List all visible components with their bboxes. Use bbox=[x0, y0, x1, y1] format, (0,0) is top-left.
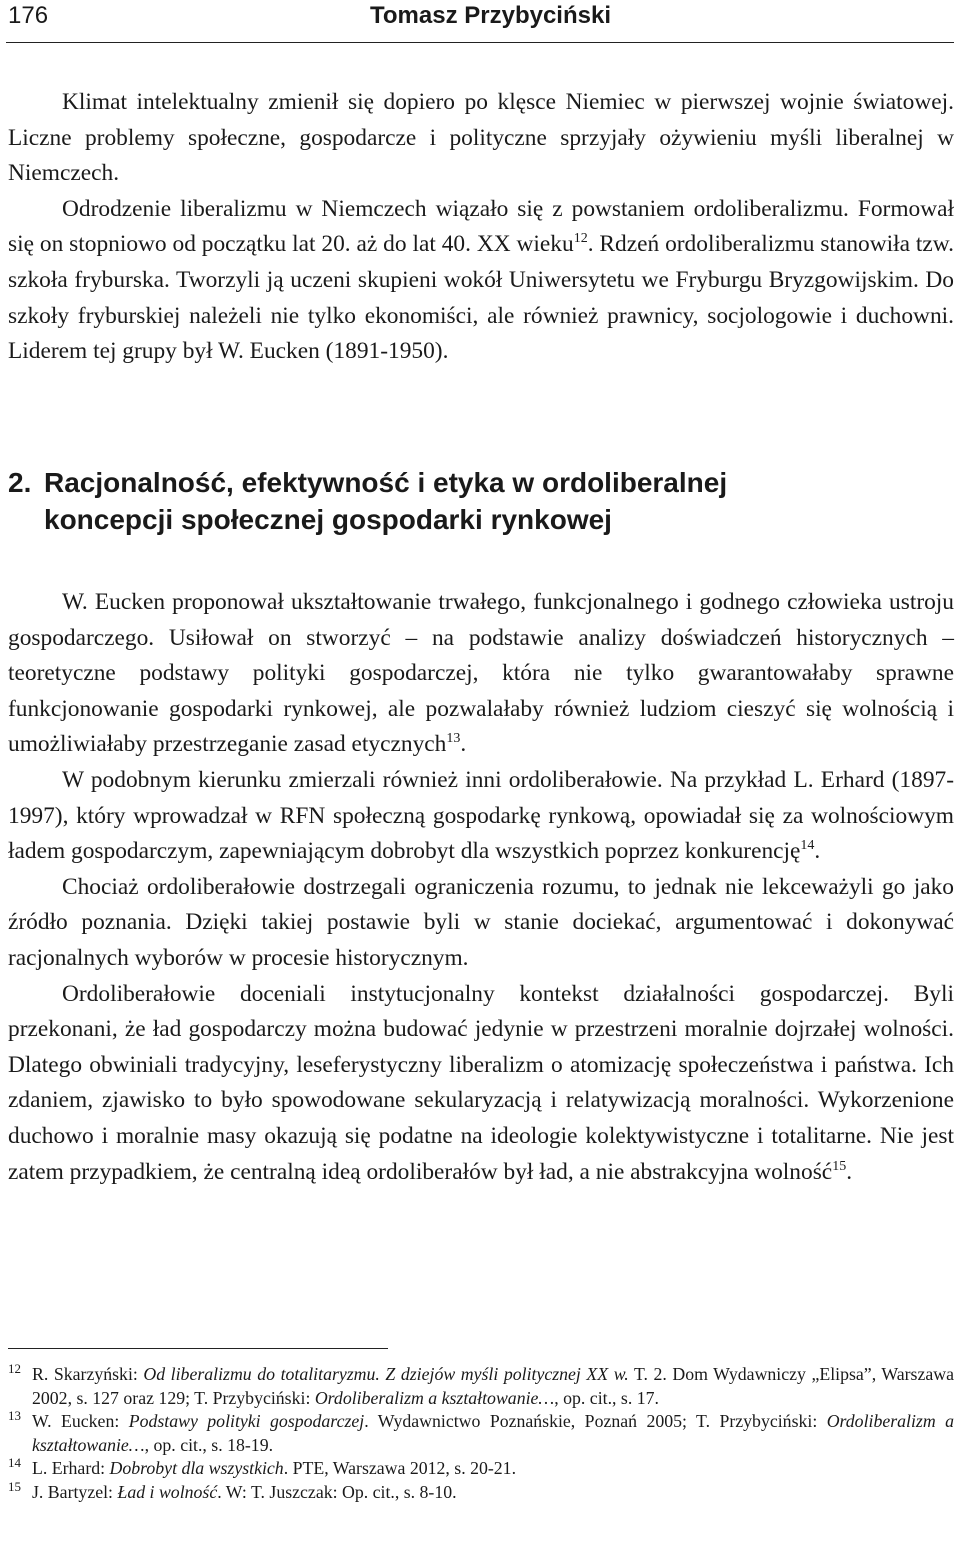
footnote-title: Ład i wolność bbox=[117, 1481, 218, 1502]
footnote-ref[interactable]: 14 bbox=[800, 838, 815, 854]
footnote-text: . W: T. Juszczak: Op. cit., s. 8-10. bbox=[217, 1481, 457, 1502]
footnote bbox=[8, 1363, 954, 1410]
section-title-line1: Racjonalność, efektywność i etyka w ordoliberalnej bbox=[44, 467, 728, 498]
footnote bbox=[8, 1478, 954, 1505]
paragraph bbox=[8, 85, 954, 192]
paragraph-text: Chociaż ordoliberałowie dostrzegali ograniczenia rozumu, to jednak nie lekceważyli go jako źródło poznania. Dzięki takiej postawie byli w stanie dociekać, argumentować i dokonywać racjonalnych wyborów w procesie historycznym. bbox=[8, 873, 954, 971]
paragraph bbox=[8, 763, 954, 870]
paragraph bbox=[8, 585, 954, 763]
paragraph-text: . Rdzeń ordoliberalizmu stanowiła tzw. szkoła fryburska. Tworzyli ją uczeni skupieni wokół Uniwersytetu we Fryburgu Bryzgowijskim. Do szkoły fryburskiej należeli nie tylko ekonomiści, ale również prawnicy, socjologowie i duchowni. Liderem tej grupy był W. Eucken (1891-1950). bbox=[8, 231, 954, 365]
paragraph bbox=[8, 192, 954, 370]
footnote-ref[interactable]: 12 bbox=[573, 231, 588, 247]
section-title-line2: koncepcji społecznej gospodarki rynkowej bbox=[44, 504, 612, 535]
footnote-text: T. 2. Dom Wydawniczy „Elipsa”, Warszawa 2002, s. 127 oraz 129; T. Przybyciński: bbox=[32, 1364, 954, 1408]
footnote-number: 14 bbox=[8, 1455, 21, 1470]
footnote-title: Ordoliberalizm a kształtowanie… bbox=[32, 1411, 955, 1455]
footnotes bbox=[8, 1363, 954, 1504]
footnote-text: W. Eucken: bbox=[32, 1411, 129, 1431]
footnote-ref[interactable]: 13 bbox=[446, 731, 461, 747]
footnote-divider bbox=[8, 1348, 388, 1349]
footnote-title: Podstawy polityki gospodarczej bbox=[128, 1411, 365, 1431]
footnote-ref[interactable]: 15 bbox=[832, 1158, 847, 1174]
body-text-top bbox=[8, 85, 954, 370]
footnote bbox=[8, 1410, 954, 1457]
section-heading bbox=[8, 464, 948, 538]
footnote-text: . PTE, Warszawa 2012, s. 20-21. bbox=[283, 1458, 517, 1478]
footnote-text: . Wydawnictwo Poznańskie, Poznań 2005; T. Przybyciński: bbox=[364, 1411, 827, 1431]
footnote-number: 13 bbox=[8, 1408, 21, 1423]
footnote-text: L. Erhard: bbox=[32, 1458, 110, 1478]
paragraph-text: . bbox=[846, 1158, 853, 1185]
paragraph-text: . bbox=[814, 838, 821, 865]
footnote-text: R. Skarzyński: bbox=[32, 1364, 144, 1384]
page-header bbox=[6, 0, 954, 43]
paragraph-text: . bbox=[460, 731, 467, 758]
paragraph-text: Klimat intelektualny zmienił się dopiero po klęsce Niemiec w pierwszej wojnie światowej. Liczne problemy społeczne, gospodarcze i polityczne sprzyjały ożywieniu myśli liberalnej w Niemczech. bbox=[8, 89, 954, 187]
paragraph-text: Ordoliberałowie doceniali instytucjonalny kontekst działalności gospodarczej. Byli przekonani, że ład gospodarczy można budować jedynie w przestrzeni moralnie dojrzałej wolności. Dlatego obwiniali tradycyjny, leseferystyczny liberalizm o atomizację społeczeństwa i państwa. Ich zdaniem, zjawisko to było spowodowane sekularyzacją i relatywizacją moralności. Wykorzenione duchowo i moralnie masy okazują się podatne na ideologie kolektywistyczne i totalitarne. Nie jest zatem przypadkiem, że centralną ideą ordoliberałów był ład, a nie abstrakcyjna wolność bbox=[8, 980, 954, 1185]
page-number: 176 bbox=[8, 2, 49, 29]
body-text-bottom bbox=[8, 585, 954, 1190]
footnote-text: J. Bartyzel: bbox=[32, 1481, 118, 1502]
footnote bbox=[8, 1457, 954, 1481]
running-title: Tomasz Przybyciński bbox=[370, 2, 611, 29]
footnote-text: , op. cit., s. 18-19. bbox=[144, 1434, 274, 1455]
paragraph-text: W. Eucken proponował ukształtowanie trwałego, funkcjonalnego i godnego człowieka ustroju gospodarczego. Usiłował on stworzyć – na podstawie analizy doświadczeń historycznych – teoretyczne podstawy polityki gospodarczej, która nie tylko gwarantowałaby sprawne funkcjonowanie gospodarki rynkowej, ale pozwalałaby również ludziom cieszyć się wolnością i umożliwiałaby przestrzeganie zasad etycznych bbox=[8, 589, 954, 758]
footnote-text: , op. cit., s. 17. bbox=[554, 1387, 659, 1408]
footnote-number: 12 bbox=[8, 1361, 21, 1376]
section-number: 2. bbox=[8, 467, 32, 498]
paragraph bbox=[8, 870, 954, 977]
footnote-number: 15 bbox=[8, 1478, 21, 1494]
footnote-title: Dobrobyt dla wszystkich bbox=[109, 1458, 284, 1478]
footnote-title: Od liberalizmu do totalitaryzmu. Z dziejów myśli politycznej XX w. bbox=[143, 1364, 629, 1384]
paragraph-text: Odrodzenie liberalizmu w Niemczech wiązało się z powstaniem ordoliberalizmu. Formował się on stopniowo od początku lat 20. aż do lat 40. XX wieku bbox=[8, 195, 954, 258]
footnote-title: Ordoliberalizm a kształtowanie… bbox=[314, 1387, 555, 1408]
paragraph-text: W podobnym kierunku zmierzali również inni ordoliberałowie. Na przykład L. Erhard (1897-1997), który wprowadzał w RFN społeczną gospodarkę rynkową, opowiadał się za wolnościowym ładem gospodarczym, zapewniającym dobrobyt dla wszystkich poprzez konkurencję bbox=[8, 766, 954, 865]
paragraph bbox=[8, 977, 954, 1191]
